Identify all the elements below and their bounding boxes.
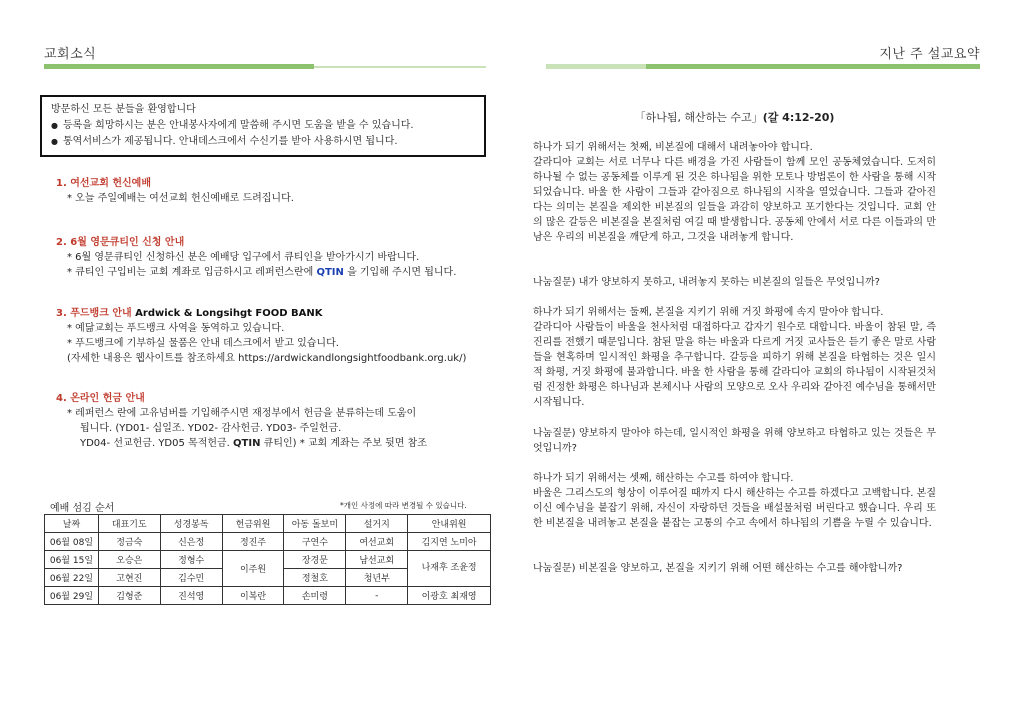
welcome-box	[40, 95, 486, 157]
qtin-code: QTIN	[316, 267, 344, 278]
table-cell: 장경문	[284, 551, 346, 569]
table-cell: 이복란	[222, 587, 284, 605]
table-row	[45, 551, 491, 569]
table-cell: 06월 29일	[45, 587, 99, 605]
news-line: (자세한 내용은 웹사이트를 참조하세요 https://ardwickandlongsightfoodbank.org.uk/)	[67, 353, 467, 364]
table-header: 날짜	[45, 515, 99, 533]
news-line: * 예닮교회는 푸드뱅크 사역을 동역하고 있습니다.	[67, 323, 285, 334]
table-cell: 손미령	[284, 587, 346, 605]
table-header: 아동 돌보미	[284, 515, 346, 533]
table-cell: 남선교회	[346, 551, 408, 569]
table-cell: 정형수	[160, 551, 222, 569]
table-cell: 김형준	[98, 587, 160, 605]
news-title: 1. 여선교회 헌신예배	[56, 178, 151, 189]
news-title: 4. 온라인 헌금 안내	[56, 393, 145, 404]
table-cell: 06월 08일	[45, 533, 99, 551]
table-cell: 06월 22일	[45, 569, 99, 587]
table-cell: 정금숙	[98, 533, 160, 551]
news-item-2	[56, 235, 456, 280]
table-cell: 고현진	[98, 569, 160, 587]
sermon-title: 「하나됨, 해산하는 수고」(갈 4:12-20)	[634, 111, 835, 124]
table-cell: 06월 15일	[45, 551, 99, 569]
news-line: * 큐티인 구입비는 교회 계좌로 입금하시고 레퍼런스란에 QTIN 을 기입해 주시면 됩니다.	[67, 267, 457, 278]
table-header: 대표기도	[98, 515, 160, 533]
schedule-table	[44, 514, 491, 605]
sermon-paragraph: 갈라디아 교회는 서로 너무나 다른 배경을 가진 사람들이 함께 모인 공동체였습니다. 도저히 하나될 수 없는 공동체를 이루게 된 것은 하나됨을 위한 모토나 방법론이 한 사람을 통해 시작되었습니다. 바울 한 사람이 그들과 같아짐으로 하나됨의 시작을 열었습니다. 그들과 같아진다는 의미는 본질을 제외한 비본질의 일들을 과감히 양보하고 포기한다는 것입니다. 교회 안의 많은 갈등은 비본질을 본질처럼 여길 때 발생합니다. 공동체 안에서 서로 다른 이들과의 만남은 우리의 비본질을 깨닫게 하고, 그것을 내려놓게 합니다.	[533, 157, 936, 243]
sermon-point: 하나가 되기 위해서는 둘째, 본질을 지키기 위해 거짓 화평에 속지 말아야 합니다.	[533, 307, 884, 318]
table-cell: -	[346, 587, 408, 605]
sermon-paragraph: 갈라디아 사람들이 바울을 천사처럼 대접하다고 갑자기 원수로 대합니다. 바울이 참된 말, 즉 진리를 전했기 때문입니다. 참된 말을 하는 바울과 다르게 거짓 교사들은 듣기 좋은 말로 사람들을 현혹하며 일시적인 화평을 추구합니다. 갈등을 피하기 위해 본질을 타협하는 것은 일시적 화평, 거짓 화평에 불과합니다. 바울 한 사람을 통해 갈라디아 교회의 하나됨이 시작된것처럼 진정한 화평은 하나님과 본체시나 사람의 모양으로 오사 우리와 같아진 예수님을 통해서만 시작됩니다.	[533, 322, 936, 408]
sermon-point: 하나가 되기 위해서는 셋째, 해산하는 수고를 하여야 합니다.	[533, 473, 794, 484]
news-line: * 6월 영문큐티인 신청하신 분은 예배당 입구에서 큐티인을 받아가시기 바랍니다.	[67, 252, 420, 263]
table-cell: 청년부	[346, 569, 408, 587]
news-item-3	[56, 306, 466, 366]
table-cell: 이주원	[222, 551, 284, 587]
table-cell: 신은정	[160, 533, 222, 551]
news-item-4	[56, 391, 427, 451]
table-cell: 오승은	[98, 551, 160, 569]
news-line: YD04- 선교헌금. YD05 목적헌금. QTIN 큐티인) * 교회 계좌는 주보 뒷면 참조	[80, 438, 427, 449]
header-bar-right	[646, 64, 980, 69]
sharing-question: 나눔질문) 내가 양보하지 못하고, 내려놓지 못하는 비본질의 일들은 무엇입니까?	[533, 277, 880, 288]
table-row	[45, 587, 491, 605]
table-cell: 나재후 조윤정	[408, 551, 491, 587]
news-line: * 레퍼런스 란에 고유넘버를 기입해주시면 재정부에서 헌금을 분류하는데 도움이	[67, 408, 417, 419]
table-cell: 김수민	[160, 569, 222, 587]
table-cell: 김지연 노미아	[408, 533, 491, 551]
sermon-paragraph: 바울은 그리스도의 형상이 이루어질 때까지 다시 해산하는 수고를 하겠다고 고백합니다. 본질이신 예수님을 붙잡기 위해, 자신이 자랑하던 것들을 배설물처럼 버린다고 했습니다. 우리 또한 비본질을 내려놓고 본질을 붙잡는 고통의 수고 속에서 하나됨의 기쁨을 누릴 수 있습니다.	[533, 488, 936, 529]
table-header: 설거지	[346, 515, 408, 533]
table-cell: 정철호	[284, 569, 346, 587]
table-header: 헌금위원	[222, 515, 284, 533]
welcome-item: ● 등록을 희망하시는 분은 안내봉사자에게 말씀해 주시면 도움을 받을 수 있습니다.	[51, 118, 475, 134]
qtin-code: QTIN	[233, 438, 261, 449]
header-bar-right-light	[546, 64, 646, 69]
header-bar-left-light	[314, 66, 486, 68]
table-row	[45, 533, 491, 551]
news-line: 됩니다. (YD01- 십일조. YD02- 감사헌금. YD03- 주일헌금.	[80, 423, 342, 434]
header-bar-left	[44, 64, 314, 69]
news-line: * 푸드뱅크에 기부하실 물품은 안내 데스크에서 받고 있습니다.	[67, 338, 339, 349]
table-cell: 정진주	[222, 533, 284, 551]
table-cell: 구연수	[284, 533, 346, 551]
sharing-question: 나눔질문) 비본질을 양보하고, 본질을 지키기 위해 어떤 해산하는 수고를 해야합니까?	[533, 563, 903, 574]
sharing-question: 나눔질문) 양보하지 말아야 하는데, 일시적인 화평을 위해 양보하고 타협하고 있는 것들은 무엇입니까?	[533, 428, 936, 454]
table-header-row	[45, 515, 491, 533]
news-item-1	[56, 176, 294, 206]
table-header: 안내위원	[408, 515, 491, 533]
welcome-item: ● 통역서비스가 제공됩니다. 안내데스크에서 수신기를 받아 사용하시면 됩니다.	[51, 134, 475, 150]
table-cell: 진석영	[160, 587, 222, 605]
sermon-point: 하나가 되기 위해서는 첫째, 비본질에 대해서 내려놓아야 합니다.	[533, 142, 813, 153]
news-title: 2. 6월 영문큐티인 신청 안내	[56, 237, 185, 248]
table-cell: 여선교회	[346, 533, 408, 551]
schedule-note: *개인 사정에 따라 변경될 수 있습니다.	[340, 501, 467, 510]
news-title: 3. 푸드뱅크 안내 Ardwick & Longsihgt FOOD BANK	[56, 308, 323, 319]
foodbank-name: Ardwick & Longsihgt FOOD BANK	[135, 308, 323, 319]
table-header: 성경봉독	[160, 515, 222, 533]
schedule-title: 예배 섬김 순서	[50, 503, 115, 514]
welcome-title: 방문하신 모든 분들을 환영합니다	[51, 104, 196, 115]
news-line: * 오늘 주일예배는 여선교회 헌신예배로 드려집니다.	[67, 193, 294, 204]
page-header-right: 지난 주 설교요약	[879, 47, 980, 62]
sermon-reference: (갈 4:12-20)	[762, 111, 835, 124]
table-cell: 이광호 최재영	[408, 587, 491, 605]
page-header-left: 교회소식	[44, 47, 97, 62]
